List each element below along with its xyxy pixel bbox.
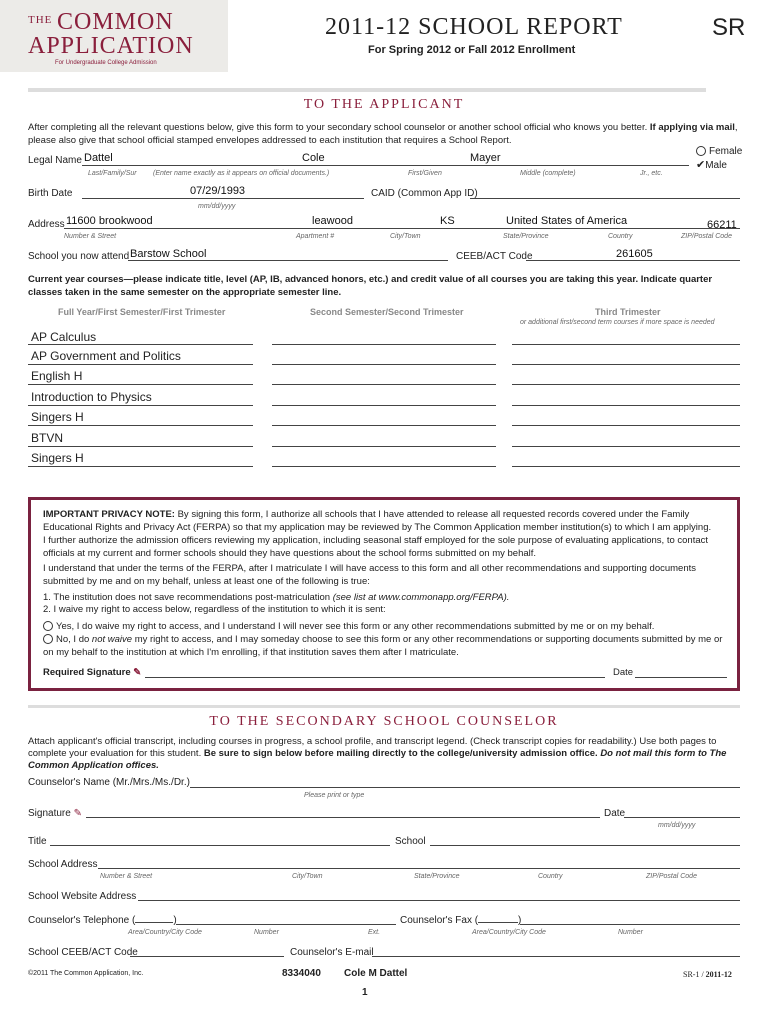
- telephone-label: [28, 915, 177, 926]
- school-ceeb-field[interactable]: [130, 956, 284, 957]
- form-subtitle: For Spring 2012 or Fall 2012 Enrollment: [368, 44, 576, 56]
- logo-tagline: For Undergraduate College Admission: [55, 60, 157, 66]
- counselor-date-label: Date: [604, 808, 626, 819]
- col-header-first: Full Year/First Semester/First Trimester: [58, 307, 226, 317]
- course-value[interactable]: Singers H: [31, 410, 84, 424]
- gender-male-option[interactable]: [696, 158, 727, 171]
- footer-copyright: ©2011 The Common Application, Inc.: [28, 970, 144, 977]
- waive-no-label-2: my right to access, and I may someday choose to see this form or any other recommendations or supporting documents submitted by me or on my behalf to the institution at which I'm enrolling, if that institution saves them after I matriculate.: [43, 634, 723, 658]
- counselor-intro-emphasis: Do not mail this form to The Common Application offices.: [28, 748, 727, 771]
- fax-field[interactable]: [520, 924, 740, 925]
- logo-common: COMMON: [57, 9, 174, 35]
- legal-name-label: Legal Name: [28, 155, 82, 166]
- footer-form-code: [683, 970, 732, 979]
- privacy-notice-box: [28, 497, 740, 691]
- counselor-school-field[interactable]: [430, 845, 740, 846]
- radio-yes-icon: [43, 621, 53, 631]
- required-signature-field[interactable]: [145, 677, 605, 678]
- hint-first-name: First/Given: [408, 170, 442, 177]
- telephone-field[interactable]: [176, 924, 396, 925]
- privacy-item-2: 2. I waive my right to access below, regardless of the institution to which it is sent:: [43, 604, 386, 615]
- course-value[interactable]: AP Calculus: [31, 330, 97, 344]
- hint-area-2: Area/Country/City Code: [472, 929, 546, 936]
- counselor-name-field[interactable]: [190, 787, 740, 788]
- gender-male-label: Male: [705, 160, 727, 171]
- counselor-signature-field[interactable]: [86, 817, 600, 818]
- header-rule: [28, 88, 706, 92]
- hint-c-city: City/Town: [292, 873, 323, 880]
- website-label: School Website Address: [28, 891, 137, 902]
- col-header-third-hint: or additional first/second term courses if more space is needed: [520, 319, 715, 326]
- website-field[interactable]: [138, 900, 740, 901]
- hint-country: Country: [608, 233, 633, 240]
- hint-c-street: Number & Street: [100, 873, 153, 880]
- school-address-label: School Address: [28, 859, 98, 870]
- fax-label: [400, 915, 521, 926]
- hint-middle-name: Middle (complete): [520, 170, 576, 177]
- hint-c-country: Country: [538, 873, 563, 880]
- hint-city: City/Town: [390, 233, 421, 240]
- courses-instruction: Current year courses—please indicate title, level (AP, IB, advanced honors, etc.) and credit value of all courses you are taking this year. Indicate quarter classes taken in the same semester on the appropriate semester line.: [28, 274, 713, 298]
- birth-date-label: Birth Date: [28, 188, 73, 199]
- waive-no-label-1: No, I do: [56, 634, 90, 645]
- hint-state: State/Province: [503, 233, 549, 240]
- counselor-school-label: School: [395, 836, 426, 847]
- fax-close-paren: ): [518, 915, 522, 926]
- ceeb-value[interactable]: 261605: [616, 248, 653, 260]
- course-value[interactable]: AP Government and Politics: [31, 349, 181, 363]
- radio-no-icon: [43, 634, 53, 644]
- counselor-intro-bold: Be sure to sign below before mailing directly to the college/university admission office.: [203, 748, 598, 759]
- privacy-item-1-link: (see list at www.commonapp.org/FERPA).: [332, 592, 510, 603]
- footer-id: 8334040: [282, 968, 321, 979]
- city-value[interactable]: leawood: [312, 215, 353, 227]
- applicant-intro-bold: If applying via mail: [649, 122, 735, 133]
- logo-block: [0, 0, 228, 72]
- counselor-date-field[interactable]: [624, 817, 740, 818]
- state-value[interactable]: KS: [440, 215, 455, 227]
- logo-application: APPLICATION: [28, 33, 194, 59]
- ceeb-label: CEEB/ACT Code: [456, 251, 533, 262]
- waive-no-option[interactable]: [43, 634, 733, 659]
- hint-ext: Ext.: [368, 929, 381, 936]
- page-number: 1: [362, 987, 368, 998]
- zip-value[interactable]: 66211: [707, 219, 737, 231]
- col-header-second: Second Semester/Second Trimester: [310, 307, 464, 317]
- school-label: School you now attend: [28, 251, 130, 262]
- school-address-field[interactable]: [98, 868, 740, 869]
- pencil-icon: ✎: [133, 667, 142, 678]
- privacy-note-heading: IMPORTANT PRIVACY NOTE:: [43, 509, 175, 520]
- hint-area-1: Area/Country/City Code: [128, 929, 202, 936]
- course-value[interactable]: Introduction to Physics: [31, 390, 152, 404]
- pencil-icon: ✎: [73, 808, 82, 819]
- privacy-item-1-text: 1. The institution does not save recommendations post-matriculation: [43, 592, 331, 603]
- applicant-intro: [28, 121, 740, 147]
- required-signature-label: [43, 667, 141, 678]
- hint-zip: ZIP/Postal Code: [681, 233, 732, 240]
- hint-street: Number & Street: [64, 233, 117, 240]
- first-name-value[interactable]: Cole: [302, 152, 325, 164]
- waive-yes-label: Yes, I do waive my right to access, and I understand I will never see this form or any other recommendations submitted by me or on my behalf.: [56, 621, 655, 632]
- footer-form-code-text: SR-1 /: [683, 970, 704, 979]
- hint-c-state: State/Province: [414, 873, 460, 880]
- col-header-third: Third Trimester: [595, 307, 661, 317]
- course-value[interactable]: Singers H: [31, 451, 84, 465]
- footer-name: Cole M Dattel: [344, 968, 408, 979]
- email-field[interactable]: [372, 956, 740, 957]
- fax-label-text: Counselor's Fax (: [400, 915, 479, 926]
- middle-name-value[interactable]: Mayer: [470, 152, 501, 164]
- hint-apartment: Apartment #: [296, 233, 335, 240]
- school-value[interactable]: Barstow School: [130, 248, 207, 260]
- privacy-note-1: [43, 509, 733, 534]
- waive-yes-option[interactable]: [43, 621, 733, 634]
- applicant-intro-text-2: , please also give that school official stamped envelopes addressed to each institution that requires a School Report.: [28, 122, 738, 146]
- caid-label: CAID (Common App ID): [371, 188, 478, 199]
- birth-date-hint: mm/dd/yyyy: [198, 203, 236, 210]
- required-signature-text: Required Signature: [43, 667, 131, 678]
- privacy-date-field[interactable]: [635, 677, 727, 678]
- telephone-close-paren: ): [173, 915, 177, 926]
- privacy-note-text: By signing this form, I authorize all schools that I have attended to release all requested records covered under the Family Educational Rights and Privacy Act (FERPA) so that my application may be reviewed by The Common Application member institution(s) to which I am applying.: [43, 509, 712, 533]
- hint-number-2: Number: [618, 929, 643, 936]
- hint-enter-name: (Enter name exactly as it appears on official documents.): [153, 170, 330, 177]
- waive-no-emphasis: not waive: [91, 634, 133, 645]
- counselor-title-label: Title: [28, 836, 47, 847]
- hint-jr: Jr., etc.: [640, 170, 663, 177]
- address-label: Address: [28, 219, 65, 230]
- course-value[interactable]: BTVN: [31, 431, 64, 445]
- gender-female-label: Female: [709, 146, 743, 157]
- country-value[interactable]: United States of America: [506, 215, 628, 227]
- logo-the: THE: [28, 14, 53, 26]
- form-title: 2011-12 SCHOOL REPORT: [325, 14, 623, 40]
- privacy-note-2: I further authorize the admission officers reviewing my application, including seasonal staff employed for the sole purpose of evaluating applications, to contact officials at my current and former schools should they have questions about the school forms submitted on my behalf.: [43, 535, 709, 559]
- hint-number-1: Number: [254, 929, 279, 936]
- applicant-section-title: TO THE APPLICANT: [303, 97, 465, 112]
- hint-c-zip: ZIP/Postal Code: [646, 873, 697, 880]
- street-value[interactable]: 11600 brookwood: [66, 215, 153, 227]
- hint-last-name: Last/Family/Sur: [88, 170, 137, 177]
- footer-form-year: 2011-12: [705, 970, 732, 979]
- counselor-name-label: Counselor's Name (Mr./Mrs./Ms./Dr.): [28, 777, 190, 788]
- counselor-signature-text: Signature: [28, 808, 71, 819]
- counselor-signature-label: [28, 808, 82, 819]
- counselor-intro: [28, 736, 728, 772]
- counselor-date-hint: mm/dd/yyyy: [658, 822, 696, 829]
- school-ceeb-label: School CEEB/ACT Code: [28, 947, 138, 958]
- privacy-note-3: I understand that under the terms of the FERPA, after I matriculate I will have access to this form and all other recommendations and supporting documents submitted by me and on my behalf, unless at least one of the following is true:: [43, 563, 697, 587]
- counselor-section-title: TO THE SECONDARY SCHOOL COUNSELOR: [209, 714, 559, 729]
- email-label: Counselor's E-mail: [290, 947, 374, 958]
- counselor-title-field[interactable]: [50, 845, 390, 846]
- counselor-name-hint: Please print or type: [304, 792, 365, 799]
- privacy-date-label: Date: [613, 667, 634, 678]
- privacy-item-1: [43, 592, 733, 605]
- gender-female-option[interactable]: [696, 146, 742, 157]
- birth-date-value[interactable]: 07/29/1993: [190, 185, 246, 197]
- radio-female-icon: [696, 146, 706, 156]
- form-code: SR: [712, 14, 746, 41]
- telephone-label-text: Counselor's Telephone (: [28, 915, 136, 926]
- checkmark-icon: ✔: [696, 159, 706, 171]
- applicant-intro-text: After completing all the relevant questions below, give this form to your secondary school counselor or another school official who knows you better.: [28, 122, 648, 133]
- course-value[interactable]: English H: [31, 369, 83, 383]
- last-name-value[interactable]: Dattel: [84, 152, 113, 164]
- counselor-intro-text: Attach applicant's official transcript, including courses in progress, a school profile, and transcript legend. (Check transcript copies for readability.) Use both pages to complete your evaluation for this student.: [28, 736, 717, 759]
